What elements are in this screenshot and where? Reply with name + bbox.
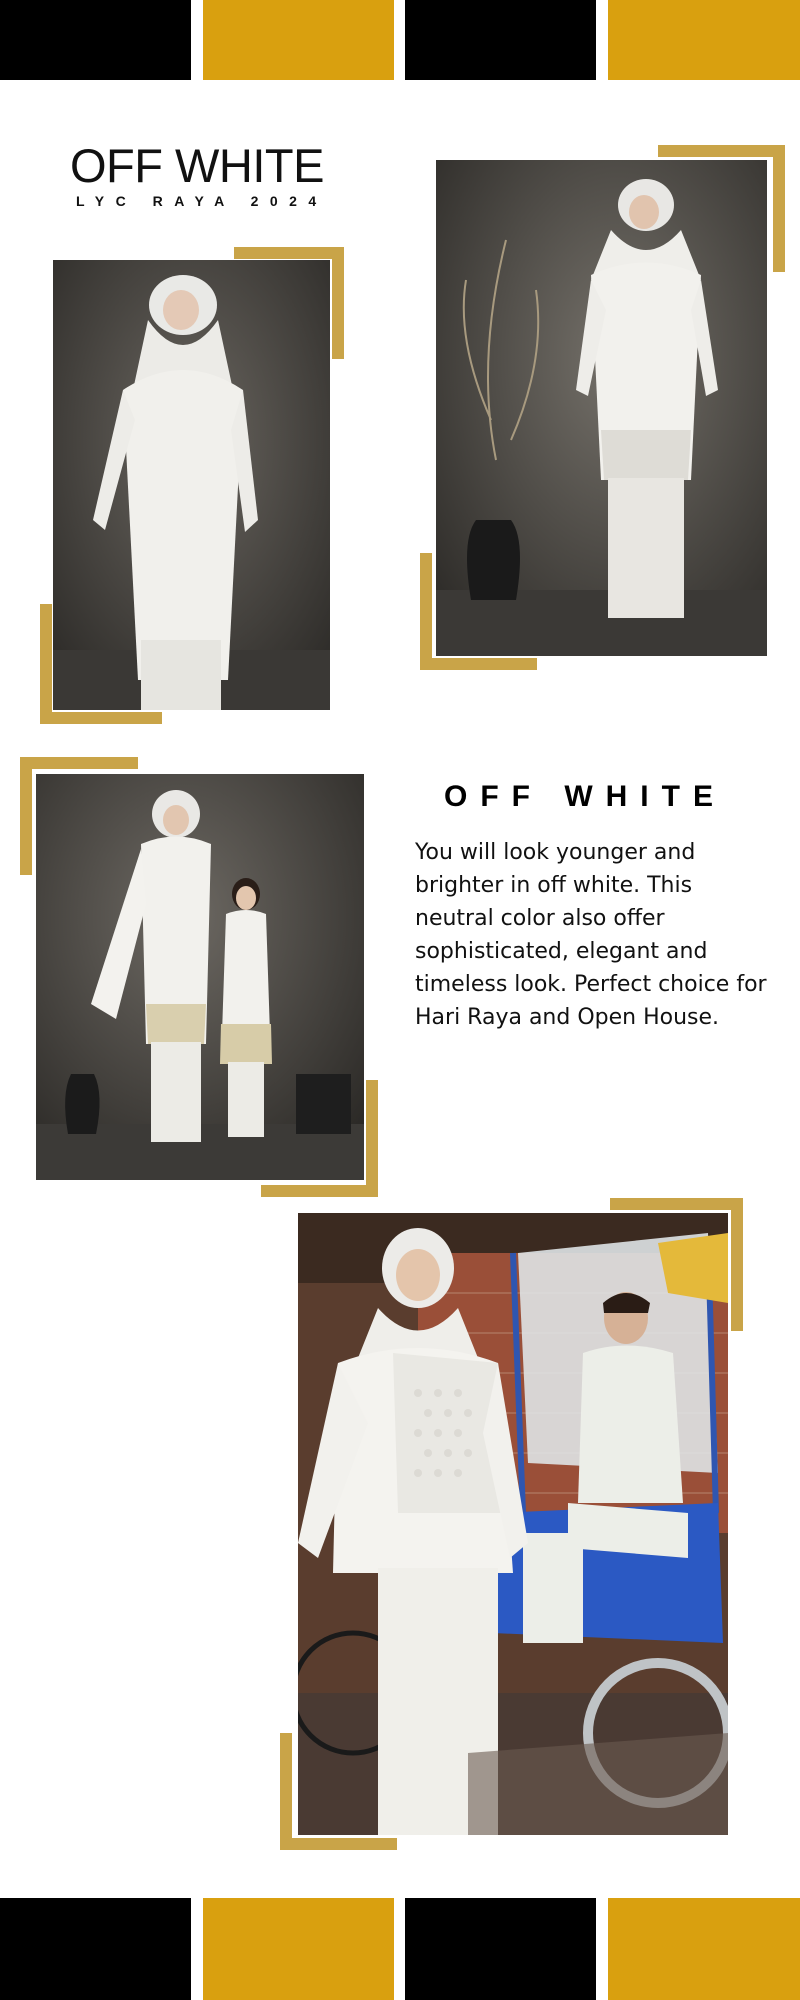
gold-corner-frame [658, 145, 785, 157]
gold-corner-frame [731, 1198, 743, 1331]
gold-corner-frame [420, 658, 537, 670]
gold-corner-frame [40, 604, 52, 724]
gold-corner-frame [261, 1185, 378, 1197]
gold-corner-frame [610, 1198, 743, 1210]
page-title: OFF WHITE [70, 139, 324, 192]
band-block-black [0, 1898, 191, 2000]
page-subtitle: LYC RAYA 2024 [76, 193, 328, 209]
gold-corner-frame [20, 757, 32, 875]
gold-corner-frame [332, 247, 344, 359]
band-block-gold [203, 0, 394, 80]
mother-daughter-photo [36, 774, 364, 1180]
section-description: You will look younger and brighter in off white. This neutral color also offer sophisticated, elegant and timeless look. Perfect choice for Hari Raya and Open House. [415, 840, 767, 1030]
band-block-black [0, 0, 191, 80]
gold-corner-frame [40, 712, 162, 724]
section-heading: OFF WHITE [444, 780, 726, 813]
band-block-gold [608, 1898, 800, 2000]
band-block-gold [203, 1898, 394, 2000]
model-kurung-lace-photo [436, 160, 767, 656]
bottom-color-band [0, 1898, 800, 2000]
band-block-black [405, 0, 596, 80]
gold-corner-frame [420, 553, 432, 670]
gold-corner-frame [280, 1838, 397, 1850]
model-kurung-front-photo [53, 260, 330, 710]
gold-corner-frame [234, 247, 344, 259]
band-block-gold [608, 0, 800, 80]
band-block-black [405, 1898, 596, 2000]
couple-trishaw-photo [298, 1213, 728, 1835]
gold-corner-frame [773, 145, 785, 272]
top-color-band [0, 0, 800, 80]
gold-corner-frame [20, 757, 138, 769]
gold-corner-frame [366, 1080, 378, 1197]
gold-corner-frame [280, 1733, 292, 1850]
